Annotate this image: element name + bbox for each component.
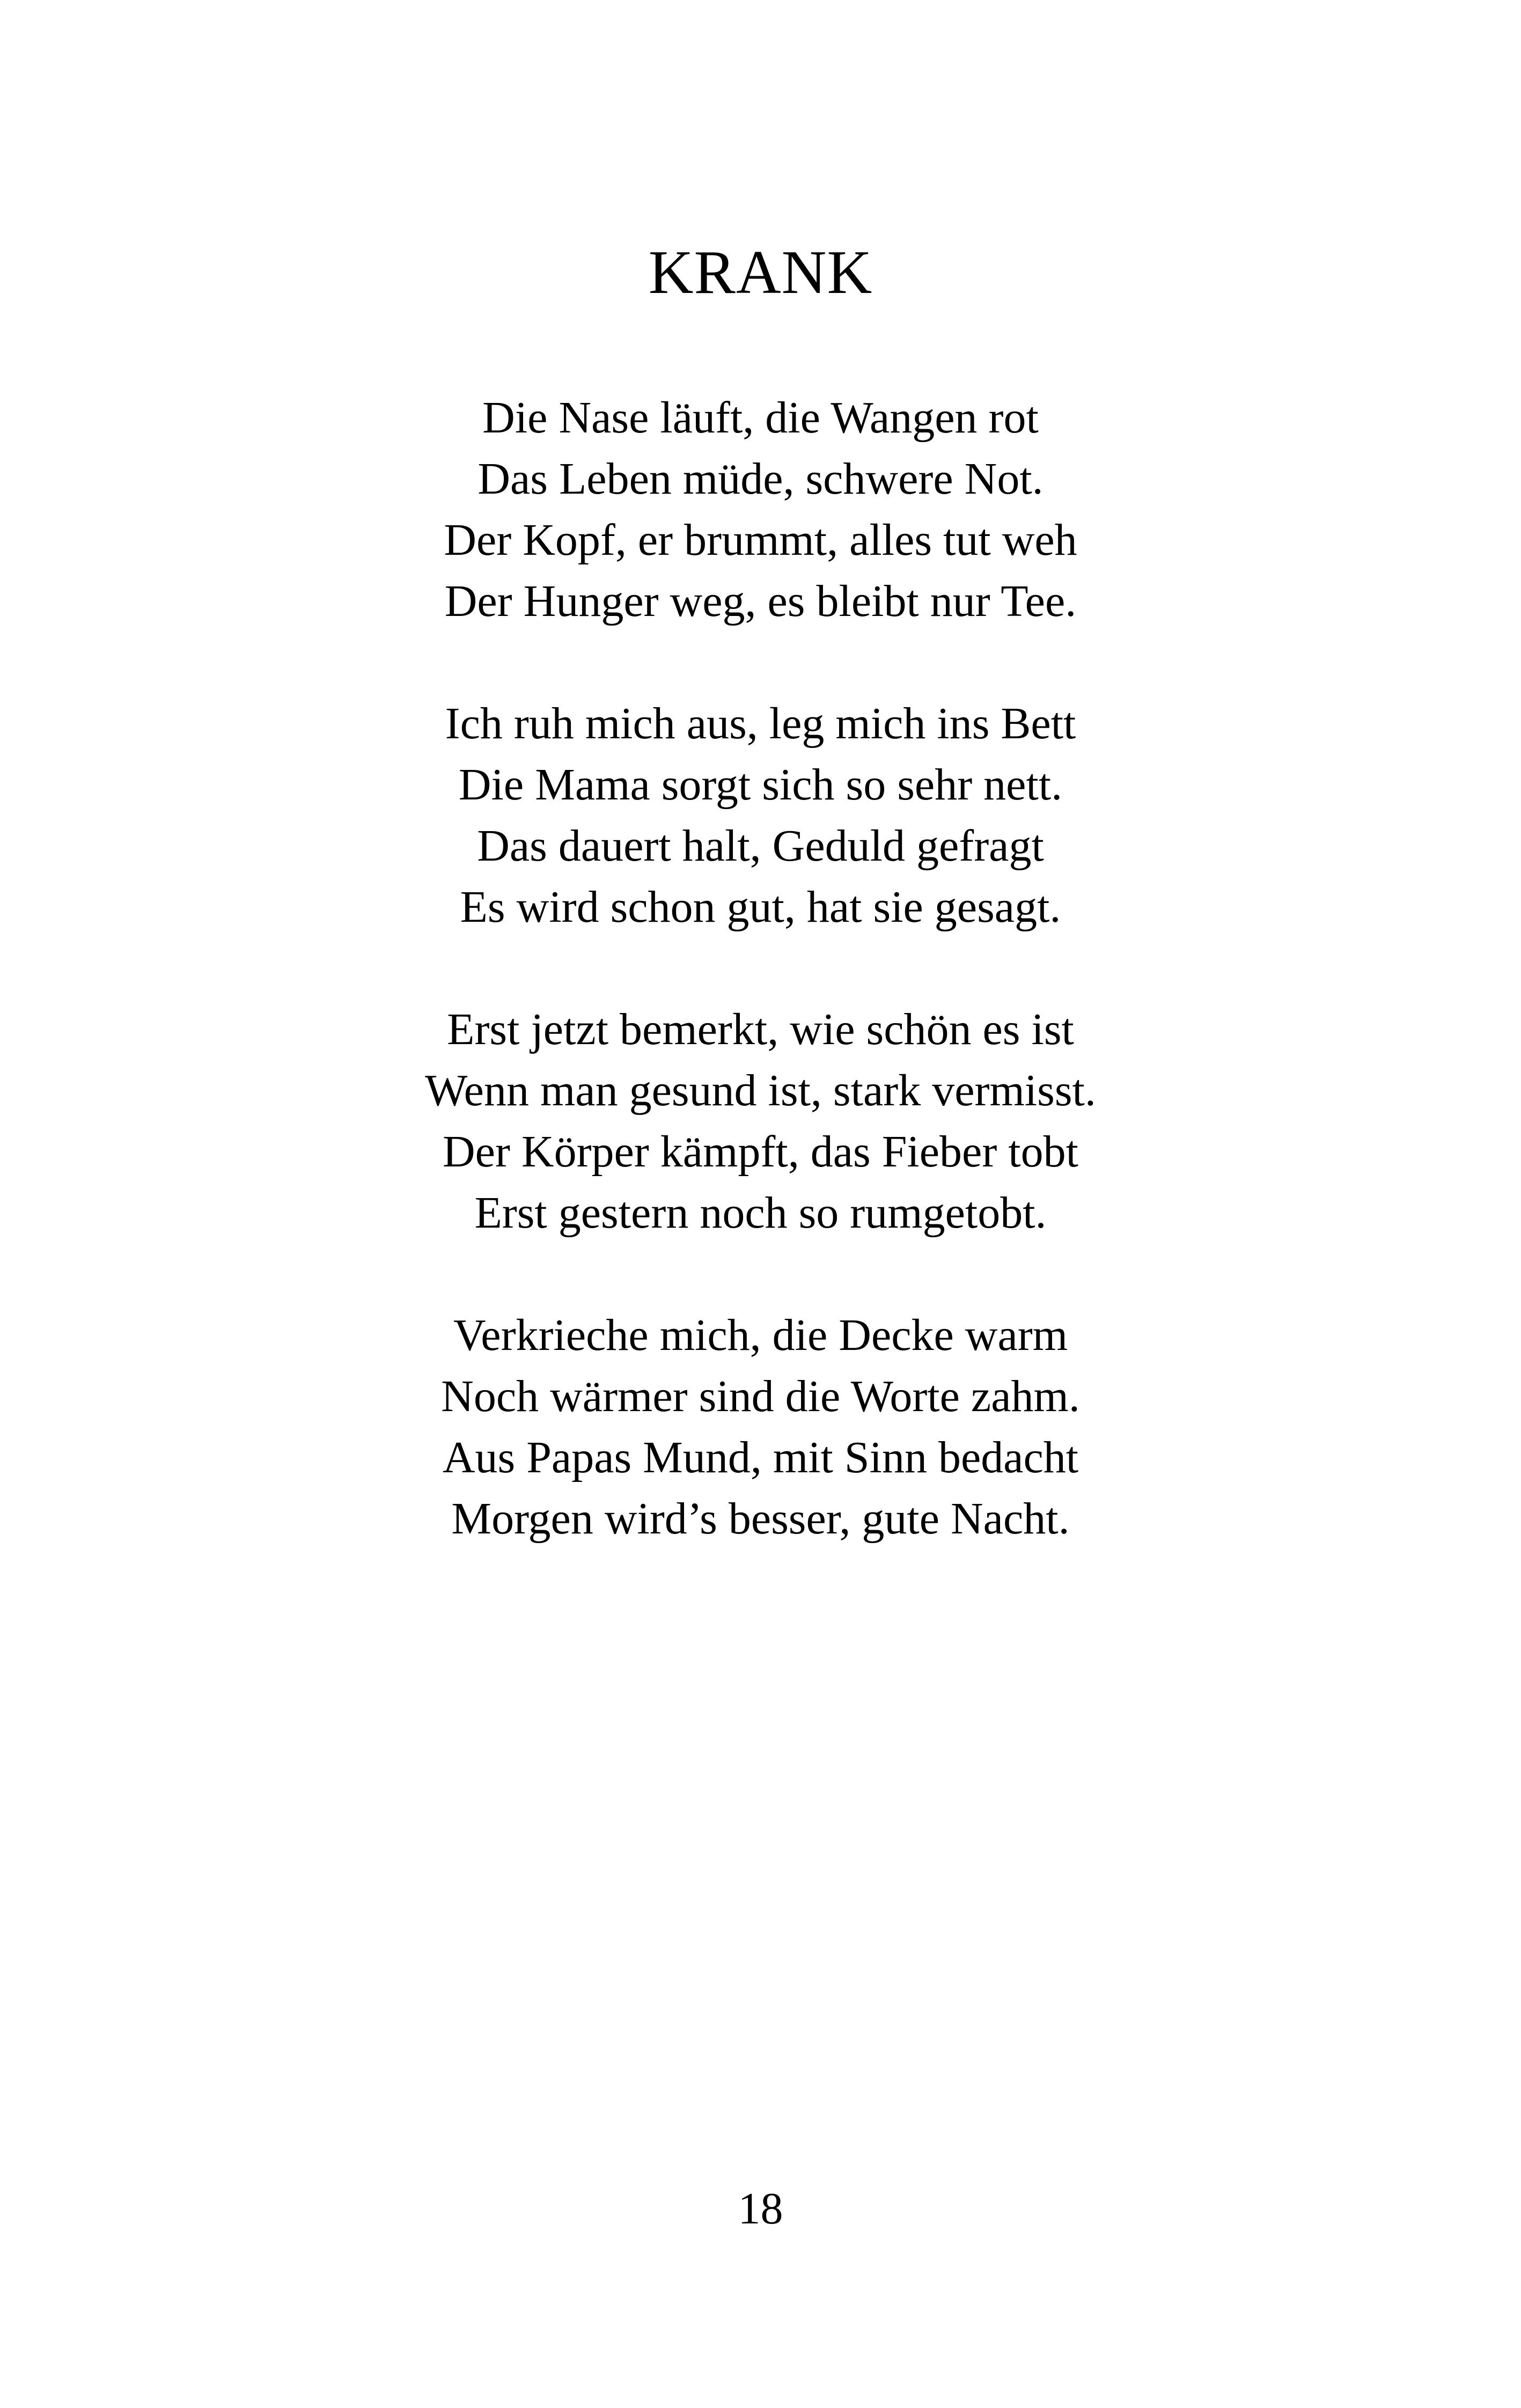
poem-line: Erst jetzt bemerkt, wie schön es ist: [447, 1004, 1074, 1054]
stanza-2: [0, 693, 1521, 938]
poem-line: Erst gestern noch so rumgetobt.: [474, 1188, 1047, 1238]
poem-body: [0, 387, 1521, 1611]
poem-line: Das dauert halt, Geduld gefragt: [477, 821, 1044, 871]
poem-line: Ich ruh mich aus, leg mich ins Bett: [445, 699, 1076, 748]
poem-line: Der Körper kämpft, das Fieber tobt: [443, 1127, 1078, 1177]
stanza-3: [0, 999, 1521, 1244]
poem-line: Die Nase läuft, die Wangen rot: [482, 393, 1039, 443]
poem-line: Es wird schon gut, hat sie gesagt.: [460, 882, 1061, 932]
poem-title: KRANK: [648, 238, 873, 307]
poem-line: Der Kopf, er brummt, alles tut weh: [444, 515, 1077, 565]
poem-line: Das Leben müde, schwere Not.: [477, 454, 1044, 504]
poem-line: Wenn man gesund ist, stark vermisst.: [425, 1066, 1096, 1115]
poem-line: Morgen wird’s besser, gute Nacht.: [451, 1494, 1070, 1544]
poem-line: Verkrieche mich, die Decke warm: [453, 1310, 1068, 1360]
poem-line: Die Mama sorgt sich so sehr nett.: [458, 760, 1063, 810]
poem-line: Noch wärmer sind die Worte zahm.: [441, 1371, 1080, 1421]
stanza-4: [0, 1305, 1521, 1550]
poem-line: Aus Papas Mund, mit Sinn bedacht: [442, 1433, 1079, 1482]
page-number: 18: [738, 2184, 783, 2234]
poem-line: Der Hunger weg, es bleibt nur Tee.: [444, 576, 1077, 626]
stanza-1: [0, 387, 1521, 632]
